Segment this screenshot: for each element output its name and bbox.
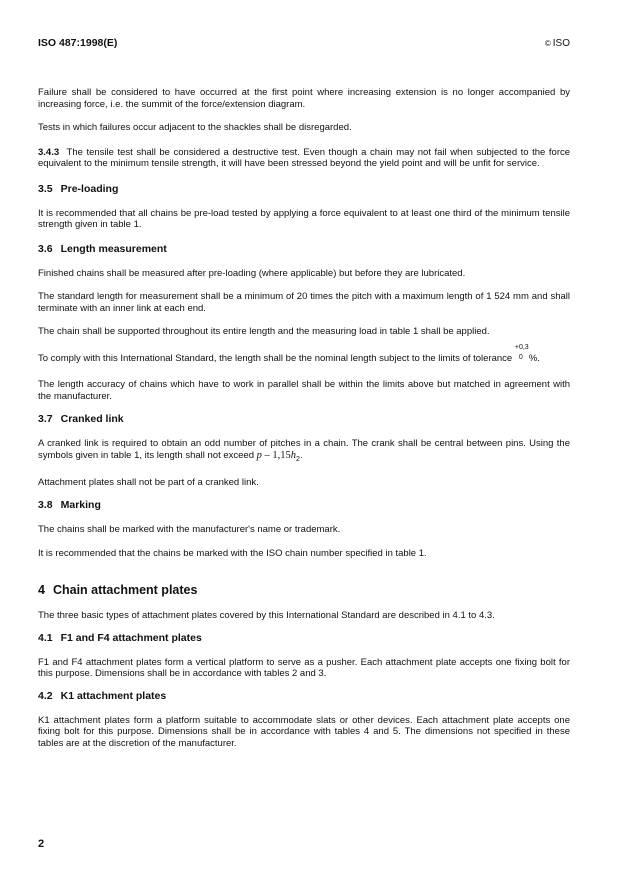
heading-number: 4.2 [38,689,53,702]
heading-title: Cranked link [60,413,124,425]
paragraph-attachment-not: Attachment plates shall not be part of a cranked link. [38,476,259,488]
paragraph-tolerance [38,343,570,365]
copyright-text: ISO [552,38,570,49]
symbol-h: h [290,449,297,461]
paragraph-standard-length: The standard length for measurement shall be a minimum of 20 times the pitch with a maximum length of 1 524 mm and shall terminate with an inner link at each end. [38,291,570,314]
heading-title: F1 and F4 attachment plates [60,631,202,644]
tolerance-upper: +0,3 [514,343,529,351]
formula-operator: – 1,15 [264,449,291,461]
header-standard: ISO 487:1998(E) [38,37,118,49]
heading-4-1 [38,632,570,645]
paragraph-preload: It is recommended that all chains be pre-load tested by applying a force equivalent to at least one third of the minimum tensile strength given in table 1. [38,207,570,230]
heading-number: 3.8 [38,499,53,512]
heading-3-8 [38,499,570,512]
heading-3-5 [38,183,570,196]
heading-number: 3.5 [38,182,53,195]
page-number: 2 [38,838,45,850]
paragraph-measured: Finished chains shall be measured after pre-loading (where applicable) but before they are lubricated. [38,267,466,279]
clause-3-4-3 [38,147,570,170]
heading-number: 4 [38,583,45,598]
heading-title: Pre-loading [60,182,119,195]
paragraph-cranked [38,438,570,465]
tolerance-unit: %. [528,352,540,364]
heading-4-2 [38,690,570,703]
heading-3-7 [38,413,570,426]
paragraph-failure: Failure shall be considered to have occurred at the first point where increasing extension is no longer accompanied by increasing force, i.e. the summit of the force/extension diagram. [38,87,570,110]
heading-title: Length measurement [60,242,167,255]
symbol-subscript: 2 [296,455,300,463]
heading-title: Marking [60,499,101,512]
heading-3-6 [38,243,570,256]
heading-title: Chain attachment plates [52,583,198,598]
heading-number: 3.7 [38,413,53,425]
paragraph-three-types: The three basic types of attachment plates covered by this International Standard are described in 4.1 to 4.3. [38,610,495,622]
heading-number: 4.1 [38,631,53,644]
paragraph-marked: The chains shall be marked with the manufacturer's name or trademark. [38,524,341,536]
heading-title: K1 attachment plates [60,689,167,702]
tolerance-limits [514,343,529,361]
symbol-p: p [256,449,262,461]
cranked-text: A cranked link is required to obtain an odd number of pitches in a chain. The crank shall be central between pins. Using the symbols given in table 1, its length shall not exceed [38,438,570,461]
formula-end: . [299,449,303,461]
header-copyright [545,38,570,49]
heading-4 [38,583,570,598]
paragraph-supported: The chain shall be supported throughout its entire length and the measuring load in table 1 shall be applied. [38,326,490,337]
tolerance-text: To comply with this International Standard, the length shall be the nominal length subject to the limits of tolerance [38,352,513,364]
paragraph-parallel: The length accuracy of chains which have to work in parallel shall be within the limits above but matched in agreement with the manufacturer. [38,379,570,402]
paragraph-k1: K1 attachment plates form a platform suitable to accommodate slats or other devices. Each attachment plate accepts one fixing bolt for this purpose. Dimensions shall be in accordance with tables 4 and 5. The dimensions not specified in these tables are at the discretion of the manufacturer. [38,714,570,749]
heading-number: 3.6 [38,242,53,255]
page-body [38,87,570,749]
clause-text: The tensile test shall be considered a destructive test. Even though a chain may not fail when subjected to the force equivalent to the minimum tensile strength, it will have been stressed beyond the yield point and will be unfit for service. [38,146,571,169]
paragraph-f1-f4: F1 and F4 attachment plates form a vertical platform to serve as a pusher. Each attachment plate accepts one fixing bolt for this purpose. Dimensions shall be in accordance with tables 2 and 3. [38,656,570,680]
paragraph-iso-number: It is recommended that the chains be marked with the ISO chain number specified in table 1. [38,547,427,559]
paragraph-disregard: Tests in which failures occur adjacent to the shackles shall be disregarded. [38,122,352,133]
clause-number: 3.4.3 [38,146,60,158]
copyright-symbol: © [544,39,551,48]
tolerance-lower: 0 [518,353,523,361]
